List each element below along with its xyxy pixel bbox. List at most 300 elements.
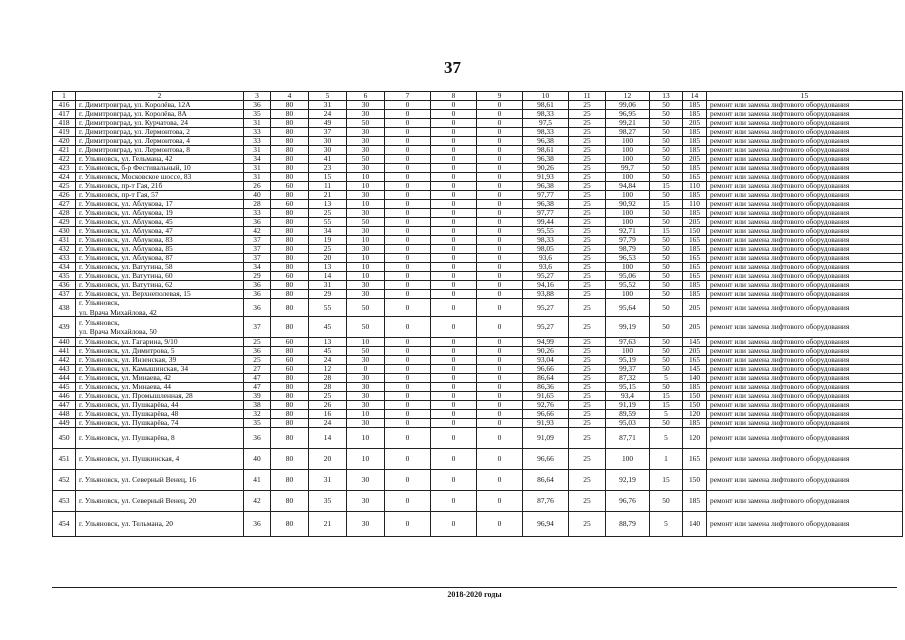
table-row	[53, 374, 903, 383]
value-cell: 96,38	[523, 155, 569, 164]
work-type-cell: ремонт или замена лифтового оборудования	[707, 128, 903, 137]
value-cell: 0	[431, 410, 477, 419]
value-cell: 50	[650, 101, 683, 110]
value-cell: 25	[569, 200, 606, 209]
value-cell: 50	[650, 209, 683, 218]
work-type-cell: ремонт или замена лифтового оборудования	[707, 182, 903, 191]
value-cell: 15	[650, 227, 683, 236]
column-header: 15	[707, 92, 903, 101]
value-cell: 31	[244, 146, 271, 155]
value-cell: 0	[477, 146, 523, 155]
value-cell: 0	[431, 119, 477, 128]
table-row	[53, 101, 903, 110]
value-cell: 99,06	[606, 101, 650, 110]
address-line: г. Ульяновск, ул. Аблукова, 17	[79, 199, 173, 209]
value-cell: 93,6	[523, 263, 569, 272]
work-type-cell: ремонт или замена лифтового оборудования	[707, 155, 903, 164]
value-cell: 165	[683, 449, 707, 470]
row-number-cell: 417	[53, 110, 76, 119]
address-line: г. Ульяновск, ул. Аблукова, 83	[79, 235, 173, 245]
value-cell: 80	[271, 383, 309, 392]
value-cell: 0	[431, 428, 477, 449]
value-cell: 100	[606, 209, 650, 218]
value-cell: 90,26	[523, 347, 569, 356]
address-cell	[76, 374, 244, 383]
table-row	[53, 449, 903, 470]
value-cell: 80	[271, 119, 309, 128]
value-cell: 50	[650, 119, 683, 128]
value-cell: 19	[309, 236, 347, 245]
value-cell: 0	[385, 137, 431, 146]
value-cell: 31	[244, 173, 271, 182]
value-cell: 50	[650, 299, 683, 317]
table-row	[53, 137, 903, 146]
value-cell: 30	[347, 146, 385, 155]
value-cell: 110	[683, 182, 707, 191]
address-cell	[76, 146, 244, 155]
value-cell: 80	[271, 146, 309, 155]
address-cell	[76, 428, 244, 449]
work-type-cell: ремонт или замена лифтового оборудования	[707, 200, 903, 209]
value-cell: 30	[347, 512, 385, 537]
data-table	[52, 91, 903, 537]
value-cell: 29	[309, 290, 347, 299]
row-number-cell: 447	[53, 401, 76, 410]
value-cell: 80	[271, 491, 309, 512]
value-cell: 0	[385, 164, 431, 173]
value-cell: 0	[385, 218, 431, 227]
value-cell: 33	[244, 137, 271, 146]
value-cell: 30	[347, 290, 385, 299]
address-line: г. Ульяновск, ул. Пушкарёва, 48	[79, 409, 179, 419]
value-cell: 0	[477, 401, 523, 410]
value-cell: 30	[347, 392, 385, 401]
value-cell: 0	[477, 392, 523, 401]
work-type-cell: ремонт или замена лифтового оборудования	[707, 164, 903, 173]
value-cell: 185	[683, 146, 707, 155]
value-cell: 80	[271, 155, 309, 164]
value-cell: 12	[309, 365, 347, 374]
value-cell: 30	[309, 146, 347, 155]
value-cell: 0	[385, 419, 431, 428]
value-cell: 0	[431, 164, 477, 173]
value-cell: 25	[569, 347, 606, 356]
value-cell: 25	[569, 491, 606, 512]
value-cell: 45	[309, 347, 347, 356]
value-cell: 25	[569, 173, 606, 182]
address-cell	[76, 227, 244, 236]
value-cell: 0	[477, 119, 523, 128]
value-cell: 98,27	[606, 128, 650, 137]
value-cell: 0	[385, 491, 431, 512]
value-cell: 0	[385, 101, 431, 110]
value-cell: 38	[244, 401, 271, 410]
address-line: г. Ульяновск, ул. Минаева, 44	[79, 382, 171, 392]
value-cell: 21	[309, 191, 347, 200]
value-cell: 80	[271, 317, 309, 338]
value-cell: 20	[309, 254, 347, 263]
value-cell: 95,03	[606, 419, 650, 428]
address-cell	[76, 263, 244, 272]
value-cell: 0	[477, 128, 523, 137]
value-cell: 25	[569, 512, 606, 537]
value-cell: 41	[309, 155, 347, 164]
address-cell	[76, 392, 244, 401]
value-cell: 60	[271, 365, 309, 374]
row-number-cell: 437	[53, 290, 76, 299]
value-cell: 0	[477, 419, 523, 428]
table-row	[53, 200, 903, 209]
value-cell: 55	[309, 299, 347, 317]
table-row	[53, 512, 903, 537]
value-cell: 0	[431, 449, 477, 470]
value-cell: 80	[271, 419, 309, 428]
work-type-cell: ремонт или замена лифтового оборудования	[707, 401, 903, 410]
value-cell: 0	[431, 137, 477, 146]
value-cell: 96,38	[523, 137, 569, 146]
value-cell: 98,61	[523, 146, 569, 155]
value-cell: 99,19	[606, 317, 650, 338]
value-cell: 0	[477, 290, 523, 299]
value-cell: 99,21	[606, 119, 650, 128]
value-cell: 0	[385, 227, 431, 236]
value-cell: 80	[271, 101, 309, 110]
value-cell: 32	[244, 410, 271, 419]
row-number-cell: 445	[53, 383, 76, 392]
address-line: г. Ульяновск,	[79, 317, 120, 327]
value-cell: 185	[683, 281, 707, 290]
value-cell: 25	[569, 317, 606, 338]
value-cell: 24	[309, 110, 347, 119]
value-cell: 26	[244, 182, 271, 191]
value-cell: 35	[309, 491, 347, 512]
value-cell: 0	[477, 347, 523, 356]
value-cell: 0	[385, 209, 431, 218]
work-type-cell: ремонт или замена лифтового оборудования	[707, 392, 903, 401]
value-cell: 25	[569, 338, 606, 347]
value-cell: 50	[650, 137, 683, 146]
table-row	[53, 290, 903, 299]
value-cell: 0	[385, 281, 431, 290]
value-cell: 150	[683, 470, 707, 491]
address-line: г. Ульяновск, ул. Гельмана, 42	[79, 154, 173, 164]
value-cell: 94,99	[523, 338, 569, 347]
value-cell: 35	[244, 110, 271, 119]
value-cell: 24	[309, 419, 347, 428]
value-cell: 25	[569, 227, 606, 236]
value-cell: 29	[244, 272, 271, 281]
value-cell: 28	[309, 374, 347, 383]
table-row	[53, 146, 903, 155]
value-cell: 120	[683, 410, 707, 419]
value-cell: 0	[477, 155, 523, 164]
value-cell: 42	[244, 491, 271, 512]
value-cell: 95,15	[606, 383, 650, 392]
table-row	[53, 182, 903, 191]
value-cell: 39	[244, 392, 271, 401]
row-number-cell: 443	[53, 365, 76, 374]
address-line: г. Ульяновск, ул. Гагарина, 9/10	[79, 337, 178, 347]
value-cell: 33	[244, 209, 271, 218]
table-row	[53, 317, 903, 338]
value-cell: 1	[650, 449, 683, 470]
work-type-cell: ремонт или замена лифтового оборудования	[707, 428, 903, 449]
value-cell: 98,33	[523, 128, 569, 137]
value-cell: 30	[309, 137, 347, 146]
value-cell: 49	[309, 119, 347, 128]
row-number-cell: 418	[53, 119, 76, 128]
value-cell: 92,19	[606, 470, 650, 491]
value-cell: 92,76	[523, 401, 569, 410]
value-cell: 0	[477, 470, 523, 491]
value-cell: 30	[347, 137, 385, 146]
value-cell: 50	[650, 110, 683, 119]
address-line: г. Ульяновск, ул. Тельмана, 20	[79, 519, 173, 529]
row-number-cell: 440	[53, 338, 76, 347]
table-row	[53, 254, 903, 263]
address-cell	[76, 254, 244, 263]
value-cell: 185	[683, 290, 707, 299]
address-cell	[76, 173, 244, 182]
value-cell: 15	[650, 200, 683, 209]
address-line: г. Димитровград, ул. Лермонтова, 2	[79, 127, 190, 137]
work-type-cell: ремонт или замена лифтового оборудования	[707, 101, 903, 110]
value-cell: 36	[244, 101, 271, 110]
table-row	[53, 236, 903, 245]
value-cell: 80	[271, 392, 309, 401]
value-cell: 185	[683, 128, 707, 137]
value-cell: 80	[271, 110, 309, 119]
row-number-cell: 446	[53, 392, 76, 401]
value-cell: 91,19	[606, 401, 650, 410]
value-cell: 165	[683, 356, 707, 365]
value-cell: 25	[569, 191, 606, 200]
value-cell: 31	[244, 164, 271, 173]
address-line: г. Ульяновск, ул. Ватутина, 62	[79, 280, 173, 290]
value-cell: 50	[650, 164, 683, 173]
value-cell: 80	[271, 401, 309, 410]
table-row	[53, 272, 903, 281]
work-type-cell: ремонт или замена лифтового оборудования	[707, 191, 903, 200]
table-row	[53, 164, 903, 173]
value-cell: 25	[569, 254, 606, 263]
address-cell	[76, 365, 244, 374]
table-row	[53, 263, 903, 272]
value-cell: 10	[347, 182, 385, 191]
row-number-cell: 421	[53, 146, 76, 155]
value-cell: 0	[431, 128, 477, 137]
value-cell: 0	[385, 290, 431, 299]
value-cell: 25	[309, 392, 347, 401]
value-cell: 30	[347, 227, 385, 236]
value-cell: 0	[385, 236, 431, 245]
table-body	[53, 101, 903, 537]
address-line: г. Ульяновск, ул. Аблукова, 85	[79, 244, 173, 254]
row-number-cell: 423	[53, 164, 76, 173]
value-cell: 0	[477, 449, 523, 470]
value-cell: 33	[244, 128, 271, 137]
value-cell: 100	[606, 191, 650, 200]
value-cell: 0	[431, 155, 477, 164]
value-cell: 25	[569, 272, 606, 281]
row-number-cell: 449	[53, 419, 76, 428]
row-number-cell: 453	[53, 491, 76, 512]
value-cell: 50	[650, 254, 683, 263]
value-cell: 50	[650, 245, 683, 254]
value-cell: 96,94	[523, 512, 569, 537]
address-line: г. Ульяновск, б-р Фестивальный, 10	[79, 163, 191, 173]
value-cell: 93,4	[606, 392, 650, 401]
value-cell: 185	[683, 164, 707, 173]
address-line: г. Ульяновск, пр-т Гая, 21б	[79, 181, 163, 191]
value-cell: 96,53	[606, 254, 650, 263]
value-cell: 80	[271, 410, 309, 419]
row-number-cell: 454	[53, 512, 76, 537]
value-cell: 0	[477, 383, 523, 392]
value-cell: 95,64	[606, 299, 650, 317]
value-cell: 5	[650, 428, 683, 449]
value-cell: 0	[477, 110, 523, 119]
table-row	[53, 128, 903, 137]
value-cell: 30	[347, 491, 385, 512]
value-cell: 60	[271, 272, 309, 281]
value-cell: 185	[683, 383, 707, 392]
value-cell: 50	[650, 338, 683, 347]
table-row	[53, 119, 903, 128]
address-cell	[76, 209, 244, 218]
value-cell: 0	[385, 263, 431, 272]
value-cell: 25	[569, 365, 606, 374]
value-cell: 40	[244, 191, 271, 200]
value-cell: 0	[385, 254, 431, 263]
value-cell: 14	[309, 272, 347, 281]
value-cell: 0	[477, 191, 523, 200]
address-cell	[76, 200, 244, 209]
value-cell: 0	[385, 173, 431, 182]
work-type-cell: ремонт или замена лифтового оборудования	[707, 449, 903, 470]
value-cell: 26	[309, 401, 347, 410]
value-cell: 0	[431, 272, 477, 281]
value-cell: 80	[271, 254, 309, 263]
value-cell: 5	[650, 512, 683, 537]
value-cell: 0	[477, 101, 523, 110]
column-header: 5	[309, 92, 347, 101]
address-line: г. Димитровград, ул. Лермонтова, 8	[79, 145, 190, 155]
table-row	[53, 155, 903, 164]
address-line: г. Ульяновск, ул. Аблукова, 19	[79, 208, 173, 218]
value-cell: 30	[347, 401, 385, 410]
value-cell: 25	[569, 263, 606, 272]
address-line-2: ул. Врача Михайлова, 50	[79, 327, 157, 336]
address-cell	[76, 155, 244, 164]
value-cell: 25	[569, 245, 606, 254]
value-cell: 87,32	[606, 374, 650, 383]
value-cell: 25	[569, 182, 606, 191]
value-cell: 0	[385, 338, 431, 347]
value-cell: 50	[650, 317, 683, 338]
row-number-cell: 432	[53, 245, 76, 254]
row-number-cell: 452	[53, 470, 76, 491]
value-cell: 0	[431, 419, 477, 428]
work-type-cell: ремонт или замена лифтового оборудования	[707, 173, 903, 182]
value-cell: 10	[347, 173, 385, 182]
value-cell: 100	[606, 146, 650, 155]
value-cell: 0	[477, 491, 523, 512]
value-cell: 0	[431, 512, 477, 537]
table-row	[53, 209, 903, 218]
value-cell: 97,79	[606, 236, 650, 245]
value-cell: 50	[650, 155, 683, 164]
row-number-cell: 416	[53, 101, 76, 110]
column-header: 2	[76, 92, 244, 101]
address-cell	[76, 347, 244, 356]
value-cell: 50	[650, 419, 683, 428]
value-cell: 95,27	[523, 317, 569, 338]
work-type-cell: ремонт или замена лифтового оборудования	[707, 146, 903, 155]
column-header: 7	[385, 92, 431, 101]
value-cell: 10	[347, 263, 385, 272]
table-row	[53, 173, 903, 182]
value-cell: 0	[477, 173, 523, 182]
address-cell	[76, 338, 244, 347]
page-number: 37	[444, 58, 461, 77]
column-header: 11	[569, 92, 606, 101]
value-cell: 31	[309, 470, 347, 491]
value-cell: 0	[431, 227, 477, 236]
value-cell: 89,59	[606, 410, 650, 419]
value-cell: 25	[569, 470, 606, 491]
value-cell: 60	[271, 200, 309, 209]
work-type-cell: ремонт или замена лифтового оборудования	[707, 236, 903, 245]
table-row	[53, 491, 903, 512]
work-type-cell: ремонт или замена лифтового оборудования	[707, 419, 903, 428]
value-cell: 0	[431, 347, 477, 356]
address-line: г. Ульяновск, ул. Северный Венец, 16	[79, 475, 197, 485]
value-cell: 31	[309, 281, 347, 290]
row-number-cell: 427	[53, 200, 76, 209]
row-number-cell: 426	[53, 191, 76, 200]
value-cell: 23	[309, 164, 347, 173]
table-row	[53, 245, 903, 254]
work-type-cell: ремонт или замена лифтового оборудования	[707, 338, 903, 347]
address-cell	[76, 101, 244, 110]
value-cell: 98,61	[523, 101, 569, 110]
address-line: г. Ульяновск, ул. Аблукова, 87	[79, 253, 173, 263]
value-cell: 145	[683, 338, 707, 347]
value-cell: 16	[309, 410, 347, 419]
address-line: г. Димитровград, ул. Курчатова, 24	[79, 118, 188, 128]
value-cell: 97,5	[523, 119, 569, 128]
work-type-cell: ремонт или замена лифтового оборудования	[707, 110, 903, 119]
value-cell: 47	[244, 374, 271, 383]
value-cell: 10	[347, 338, 385, 347]
value-cell: 40	[244, 449, 271, 470]
row-number-cell: 435	[53, 272, 76, 281]
value-cell: 30	[347, 110, 385, 119]
value-cell: 205	[683, 119, 707, 128]
value-cell: 47	[244, 383, 271, 392]
value-cell: 30	[347, 164, 385, 173]
column-header: 6	[347, 92, 385, 101]
value-cell: 0	[431, 491, 477, 512]
value-cell: 0	[477, 209, 523, 218]
value-cell: 98,79	[606, 245, 650, 254]
address-line: г. Ульяновск, ул. Ватутина, 58	[79, 262, 173, 272]
address-line: г. Ульяновск, ул. Пушкарёва, 74	[79, 418, 179, 428]
value-cell: 0	[385, 392, 431, 401]
value-cell: 0	[477, 299, 523, 317]
value-cell: 80	[271, 245, 309, 254]
